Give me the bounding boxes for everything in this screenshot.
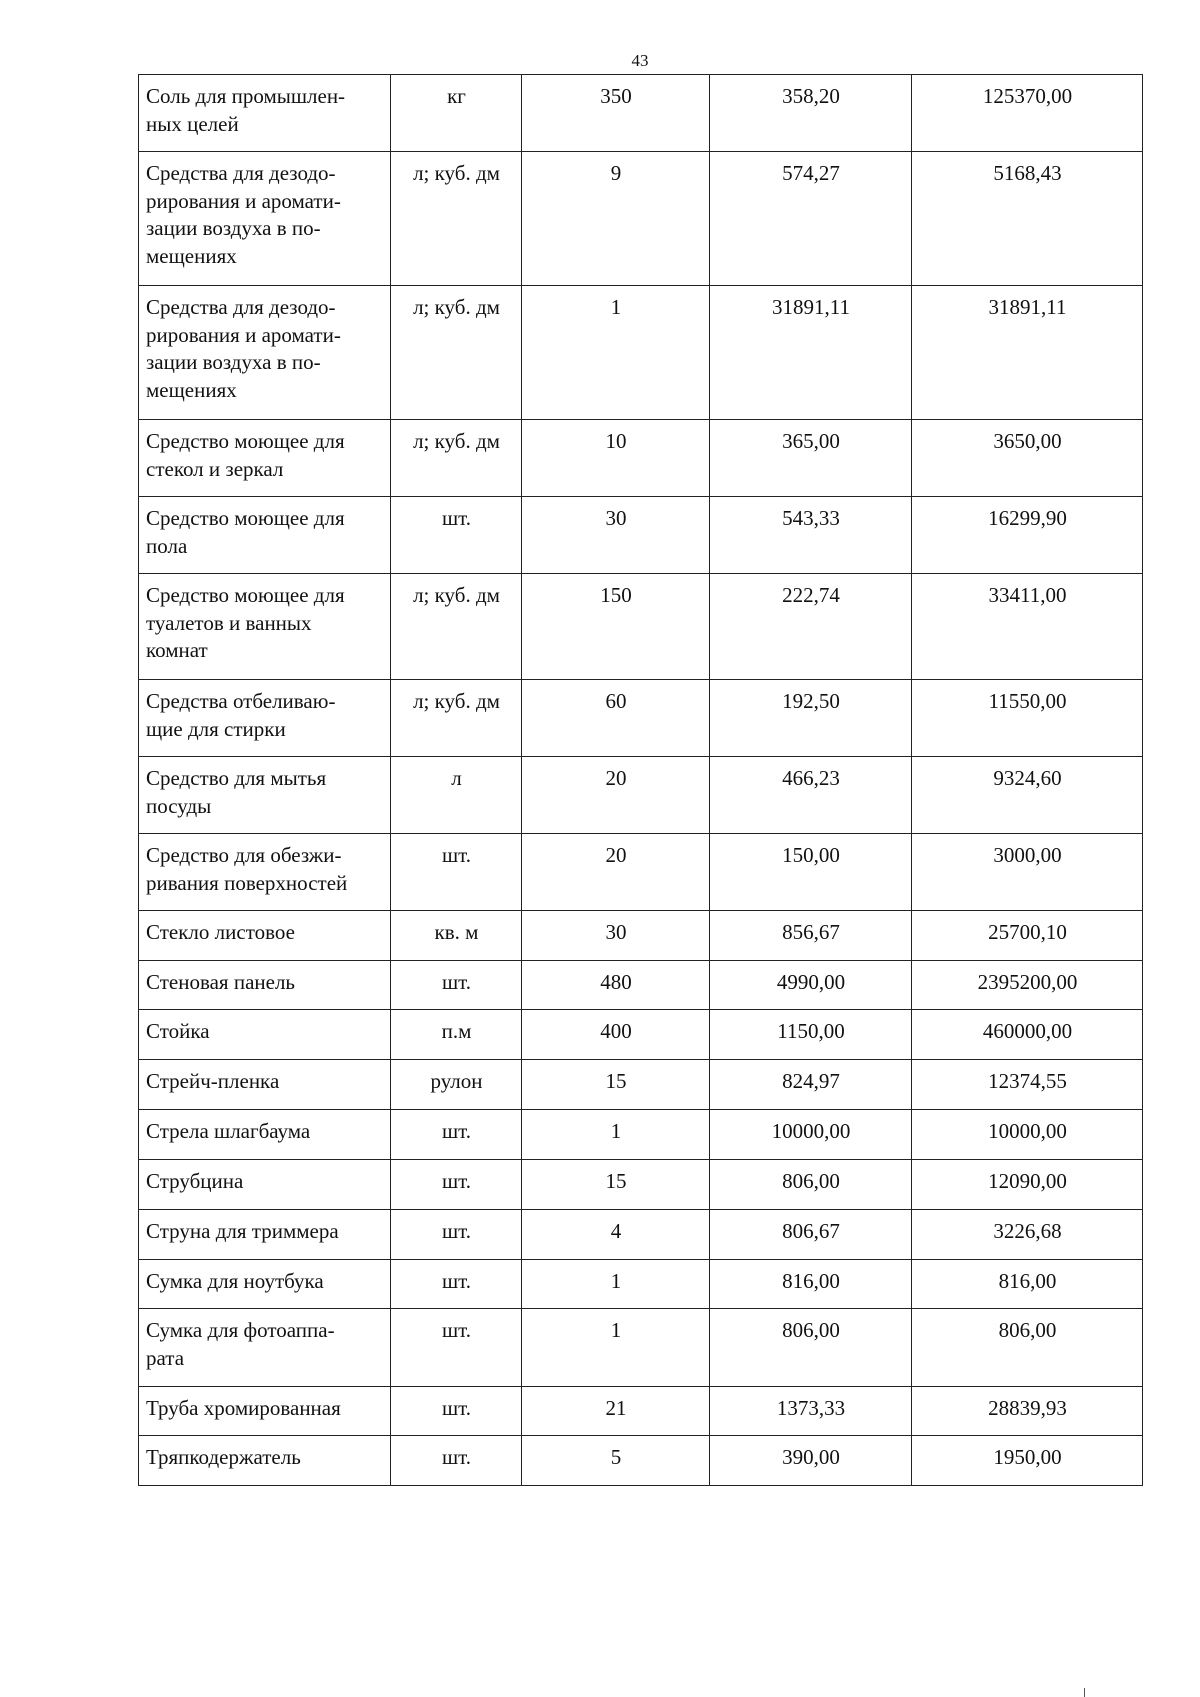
unit-price-cell [710,1436,912,1486]
unit-price-cell-text: 856,67 [782,920,840,944]
total-cell [912,420,1143,497]
unit-cell-text: шт. [441,1269,472,1293]
unit-cell [391,497,522,574]
total-cell-text: 33411,00 [988,583,1067,607]
item-name-cell [139,1010,391,1060]
unit-price-cell-text: 806,00 [782,1318,840,1342]
unit-cell [391,1110,522,1160]
table-row [139,1160,1143,1210]
item-name-cell [139,152,391,286]
table-row [139,152,1143,286]
unit-cell-text: кв. м [434,920,479,944]
quantity-cell [522,75,710,152]
unit-cell-text: шт. [441,1169,472,1193]
quantity-cell [522,1260,710,1309]
unit-cell [391,757,522,834]
quantity-cell-text: 15 [605,1069,627,1093]
unit-cell-text: шт. [441,1318,472,1342]
total-cell [912,286,1143,420]
total-cell [912,1160,1143,1210]
unit-price-cell [710,1160,912,1210]
total-cell [912,574,1143,680]
total-cell-text: 11550,00 [988,689,1067,713]
unit-price-cell-text: 390,00 [782,1445,840,1469]
total-cell [912,757,1143,834]
unit-price-cell-text: 10000,00 [771,1119,851,1143]
unit-price-cell-text: 466,23 [782,766,840,790]
item-name-cell-text: Струна для триммера [146,1219,339,1243]
item-name-cell [139,420,391,497]
unit-price-cell [710,1260,912,1309]
total-cell-text: 125370,00 [982,84,1073,108]
unit-cell [391,1260,522,1309]
total-cell-text: 5168,43 [993,161,1062,185]
total-cell-text: 806,00 [998,1318,1057,1342]
table-row [139,1309,1143,1387]
unit-cell-text: шт. [441,843,472,867]
item-name-cell [139,1160,391,1210]
item-name-cell-text: Соль для промышлен- ных целей [146,84,346,136]
item-name-cell [139,961,391,1010]
unit-cell [391,1010,522,1060]
unit-price-cell [710,574,912,680]
table-row [139,497,1143,574]
quantity-cell-text: 5 [610,1445,622,1469]
table-row [139,1060,1143,1110]
item-name-cell-text: Средства для дезодо- рирования и аромати- зации воздуха в по- мещениях [146,295,341,402]
page-number: 43 [631,51,649,70]
unit-cell-text: п.м [441,1019,472,1043]
item-name-cell [139,1309,391,1387]
unit-price-cell-text: 365,00 [782,429,840,453]
quantity-cell [522,1210,710,1260]
unit-price-cell [710,75,912,152]
unit-cell [391,574,522,680]
unit-price-cell [710,961,912,1010]
item-name-cell-text: Труба хромированная [146,1396,341,1420]
unit-cell-text: кг [447,84,466,108]
item-name-cell [139,574,391,680]
unit-price-cell-text: 574,27 [782,161,840,185]
scan-mark [1084,1688,1085,1697]
quantity-cell-text: 1 [610,1269,622,1293]
total-cell-text: 3000,00 [993,843,1062,867]
item-name-cell-text: Средства для дезодо- рирования и аромати- зации воздуха в по- мещениях [146,161,341,268]
total-cell [912,834,1143,911]
quantity-cell [522,1309,710,1387]
item-name-cell-text: Сумка для ноутбука [146,1269,324,1293]
unit-price-cell-text: 192,50 [782,689,840,713]
total-cell [912,911,1143,961]
table-row [139,574,1143,680]
table-row [139,1010,1143,1060]
quantity-cell [522,757,710,834]
table-row [139,1210,1143,1260]
unit-cell [391,961,522,1010]
table-row [139,911,1143,961]
quantity-cell [522,574,710,680]
table-row [139,75,1143,152]
unit-price-cell-text: 4990,00 [776,970,846,994]
unit-cell-text: шт. [441,1396,472,1420]
quantity-cell [522,911,710,961]
quantity-cell-text: 60 [605,689,627,713]
item-name-cell-text: Средство моющее для пола [146,506,345,558]
item-name-cell-text: Средство для мытья посуды [146,766,327,818]
item-name-cell-text: Стойка [146,1019,210,1043]
unit-price-cell [710,1387,912,1436]
item-name-cell-text: Тряпкодержатель [146,1445,301,1469]
quantity-cell-text: 30 [605,506,627,530]
item-name-cell [139,1436,391,1486]
total-cell-text: 12090,00 [988,1169,1067,1193]
table-row [139,757,1143,834]
quantity-cell-text: 1 [610,1318,622,1342]
unit-price-cell-text: 1150,00 [777,1019,845,1043]
item-name-cell-text: Сумка для фотоаппа- рата [146,1318,335,1370]
unit-cell-text: рулон [430,1069,483,1093]
quantity-cell [522,497,710,574]
quantity-cell-text: 30 [605,920,627,944]
quantity-cell-text: 10 [605,429,627,453]
unit-price-cell [710,152,912,286]
table-row [139,680,1143,757]
quantity-cell [522,1060,710,1110]
quantity-cell-text: 1 [610,1119,622,1143]
quantity-cell-text: 400 [600,1019,632,1043]
total-cell [912,1110,1143,1160]
unit-cell [391,1060,522,1110]
unit-price-cell-text: 31891,11 [772,295,850,319]
unit-cell-text: шт. [441,1119,472,1143]
total-cell-text: 460000,00 [982,1019,1073,1043]
unit-price-cell [710,286,912,420]
item-name-cell [139,1110,391,1160]
unit-price-cell-text: 806,67 [782,1219,840,1243]
total-cell-text: 2395200,00 [977,970,1078,994]
unit-price-cell [710,497,912,574]
total-cell [912,1060,1143,1110]
total-cell-text: 3650,00 [993,429,1062,453]
unit-price-cell [710,420,912,497]
unit-cell-text: л; куб. дм [413,583,500,607]
quantity-cell-text: 1 [610,295,622,319]
unit-cell [391,152,522,286]
table-row [139,1260,1143,1309]
unit-cell [391,680,522,757]
total-cell [912,1210,1143,1260]
unit-price-cell-text: 806,00 [782,1169,840,1193]
item-name-cell-text: Средства отбеливаю- щие для стирки [146,689,336,741]
item-name-cell-text: Средство моющее для туалетов и ванных комнат [146,583,345,662]
table-row [139,961,1143,1010]
quantity-cell-text: 21 [605,1396,627,1420]
items-table [138,74,1143,1486]
unit-price-cell-text: 816,00 [782,1269,840,1293]
unit-price-cell-text: 222,74 [782,583,840,607]
quantity-cell-text: 15 [605,1169,627,1193]
quantity-cell-text: 20 [605,766,627,790]
unit-price-cell-text: 150,00 [782,843,840,867]
quantity-cell [522,834,710,911]
quantity-cell [522,1387,710,1436]
quantity-cell [522,420,710,497]
quantity-cell [522,152,710,286]
unit-cell-text: л; куб. дм [413,689,500,713]
table-row [139,1387,1143,1436]
unit-cell [391,1309,522,1387]
total-cell-text: 9324,60 [993,766,1062,790]
item-name-cell [139,680,391,757]
item-name-cell-text: Средство для обезжи- ривания поверхностей [146,843,348,895]
quantity-cell-text: 350 [600,84,632,108]
total-cell-text: 31891,11 [988,295,1067,319]
total-cell-text: 12374,55 [988,1069,1067,1093]
item-name-cell-text: Средство моющее для стекол и зеркал [146,429,345,481]
total-cell [912,497,1143,574]
quantity-cell-text: 150 [600,583,632,607]
unit-price-cell-text: 358,20 [782,84,840,108]
total-cell [912,152,1143,286]
unit-price-cell-text: 543,33 [782,506,840,530]
unit-cell-text: л; куб. дм [413,295,500,319]
table-row [139,1436,1143,1486]
unit-cell [391,1210,522,1260]
quantity-cell-text: 480 [600,970,632,994]
total-cell-text: 3226,68 [993,1219,1062,1243]
unit-price-cell [710,1060,912,1110]
unit-price-cell [710,1309,912,1387]
item-name-cell [139,1260,391,1309]
quantity-cell-text: 9 [610,161,622,185]
unit-cell [391,286,522,420]
unit-cell [391,834,522,911]
unit-cell-text: шт. [441,970,472,994]
quantity-cell [522,286,710,420]
total-cell [912,1387,1143,1436]
unit-cell [391,420,522,497]
table-row [139,1110,1143,1160]
item-name-cell [139,911,391,961]
table-body [139,75,1143,1486]
item-name-cell [139,1060,391,1110]
item-name-cell-text: Стеновая панель [146,970,296,994]
total-cell [912,1436,1143,1486]
total-cell [912,1309,1143,1387]
unit-cell [391,911,522,961]
unit-cell [391,75,522,152]
total-cell-text: 16299,90 [988,506,1067,530]
unit-price-cell [710,911,912,961]
quantity-cell [522,1160,710,1210]
unit-price-cell [710,680,912,757]
table-row [139,834,1143,911]
unit-price-cell [710,1210,912,1260]
item-name-cell-text: Струбцина [146,1169,244,1193]
table-row [139,420,1143,497]
total-cell [912,1260,1143,1309]
item-name-cell-text: Стекло листовое [146,920,295,944]
unit-cell-text: л; куб. дм [413,429,500,453]
unit-price-cell [710,1110,912,1160]
total-cell-text: 1950,00 [993,1445,1062,1469]
quantity-cell [522,680,710,757]
total-cell [912,680,1143,757]
item-name-cell-text: Стрела шлагбаума [146,1119,311,1143]
unit-cell-text: шт. [441,506,472,530]
unit-price-cell-text: 824,97 [782,1069,840,1093]
item-name-cell [139,75,391,152]
unit-price-cell [710,757,912,834]
unit-price-cell-text: 1373,33 [776,1396,846,1420]
total-cell [912,75,1143,152]
unit-cell-text: л; куб. дм [413,161,500,185]
quantity-cell [522,1436,710,1486]
total-cell-text: 10000,00 [988,1119,1067,1143]
quantity-cell-text: 20 [605,843,627,867]
unit-cell [391,1387,522,1436]
total-cell-text: 816,00 [998,1269,1057,1293]
quantity-cell [522,1010,710,1060]
unit-cell-text: шт. [441,1219,472,1243]
total-cell-text: 25700,10 [988,920,1067,944]
item-name-cell [139,497,391,574]
quantity-cell [522,1110,710,1160]
unit-price-cell [710,1010,912,1060]
item-name-cell [139,1210,391,1260]
quantity-cell-text: 4 [610,1219,622,1243]
table-row [139,286,1143,420]
item-name-cell [139,757,391,834]
total-cell [912,1010,1143,1060]
unit-cell-text: л [451,766,462,790]
total-cell-text: 28839,93 [988,1396,1067,1420]
item-name-cell [139,286,391,420]
unit-cell [391,1160,522,1210]
unit-price-cell [710,834,912,911]
unit-cell [391,1436,522,1486]
quantity-cell [522,961,710,1010]
item-name-cell-text: Стрейч-пленка [146,1069,280,1093]
item-name-cell [139,1387,391,1436]
total-cell [912,961,1143,1010]
unit-cell-text: шт. [441,1445,472,1469]
item-name-cell [139,834,391,911]
